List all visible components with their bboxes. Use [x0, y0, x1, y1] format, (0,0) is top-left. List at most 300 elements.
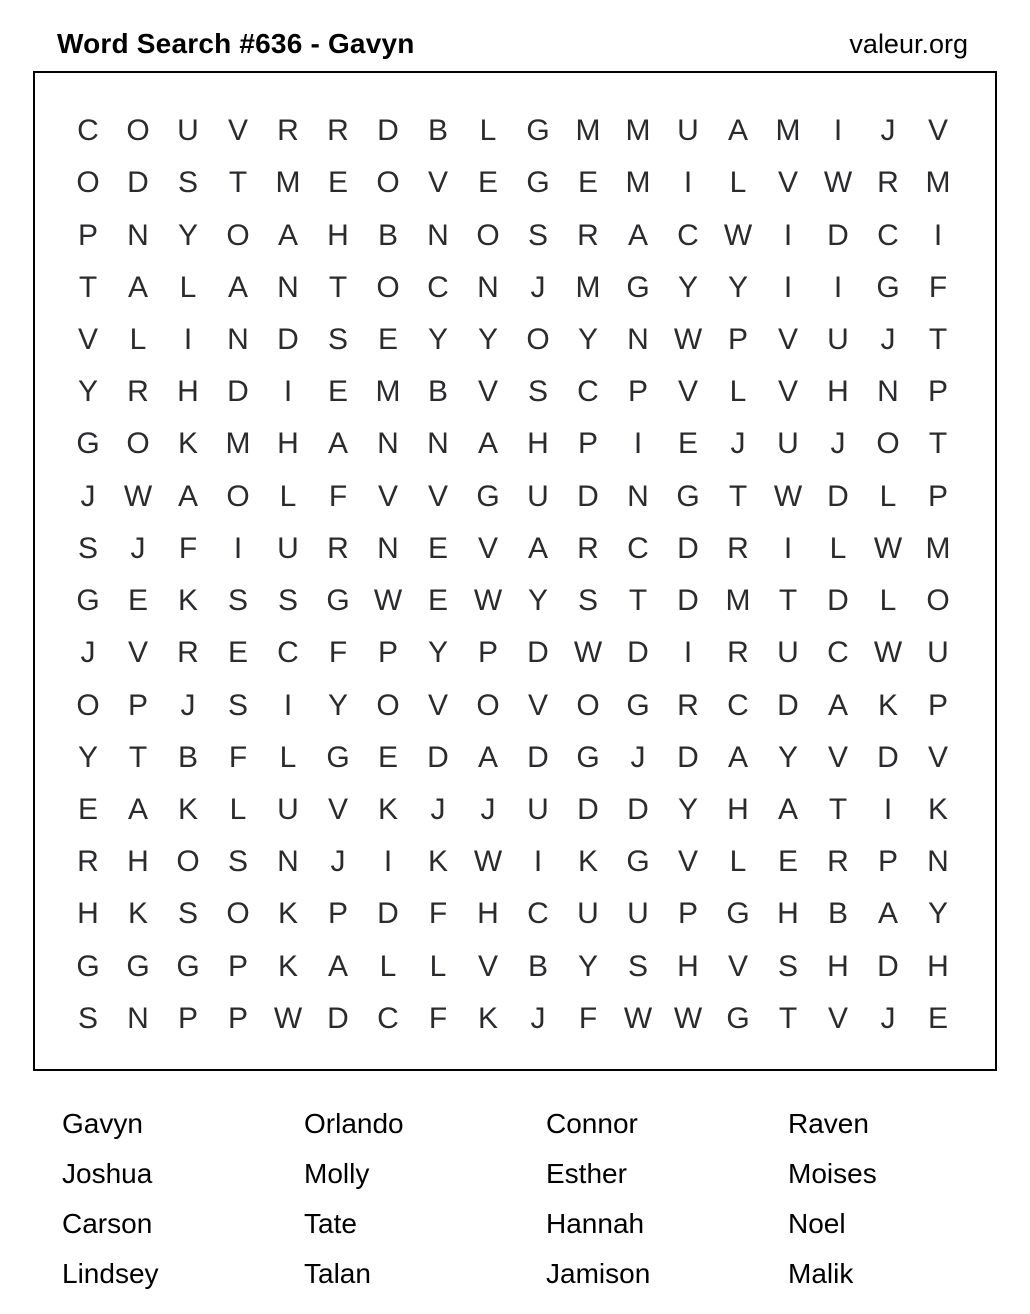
grid-letter-r5-c5[interactable]: D [277, 322, 299, 356]
grid-letter-r2-c1[interactable]: O [76, 166, 100, 200]
grid-letter-r18-c6[interactable]: D [327, 1001, 349, 1035]
grid-letter-r16-c15[interactable]: H [777, 897, 799, 931]
grid-letter-r16-c18[interactable]: Y [927, 897, 948, 931]
grid-letter-r16-c10[interactable]: C [527, 897, 549, 931]
grid-letter-r18-c2[interactable]: N [127, 1001, 149, 1035]
grid-letter-r9-c16[interactable]: L [829, 531, 847, 565]
grid-letter-r16-c16[interactable]: B [827, 897, 848, 931]
grid-letter-r5-c13[interactable]: W [673, 322, 703, 356]
grid-letter-r7-c11[interactable]: P [577, 427, 598, 461]
grid-letter-r13-c18[interactable]: V [927, 740, 948, 774]
grid-letter-r18-c5[interactable]: W [273, 1001, 303, 1035]
grid-letter-r2-c18[interactable]: M [925, 166, 951, 200]
grid-letter-r1-c13[interactable]: U [677, 114, 699, 148]
grid-letter-r16-c5[interactable]: K [277, 897, 298, 931]
grid-letter-r7-c7[interactable]: N [377, 427, 399, 461]
grid-letter-r7-c4[interactable]: M [225, 427, 251, 461]
grid-letter-r4-c12[interactable]: G [626, 270, 650, 304]
grid-letter-r18-c9[interactable]: K [477, 1001, 498, 1035]
grid-letter-r8-c14[interactable]: T [728, 479, 748, 513]
grid-letter-r13-c8[interactable]: D [427, 740, 449, 774]
grid-letter-r12-c11[interactable]: O [576, 688, 600, 722]
grid-letter-r2-c14[interactable]: L [729, 166, 747, 200]
grid-letter-r18-c1[interactable]: S [77, 1001, 98, 1035]
grid-letter-r15-c11[interactable]: K [577, 845, 598, 879]
grid-letter-r12-c15[interactable]: D [777, 688, 799, 722]
grid-letter-r15-c3[interactable]: O [176, 845, 200, 879]
grid-letter-r7-c18[interactable]: T [928, 427, 948, 461]
grid-letter-r8-c8[interactable]: V [427, 479, 448, 513]
grid-letter-r2-c15[interactable]: V [777, 166, 798, 200]
grid-letter-r1-c6[interactable]: R [327, 114, 349, 148]
grid-letter-r14-c8[interactable]: J [430, 792, 446, 826]
grid-letter-r2-c13[interactable]: I [683, 166, 693, 200]
grid-letter-r1-c17[interactable]: J [880, 114, 896, 148]
grid-letter-r5-c8[interactable]: Y [427, 322, 448, 356]
grid-letter-r18-c14[interactable]: G [726, 1001, 750, 1035]
grid-letter-r10-c12[interactable]: T [628, 584, 648, 618]
grid-letter-r3-c16[interactable]: D [827, 218, 849, 252]
grid-letter-r13-c2[interactable]: T [128, 740, 148, 774]
grid-letter-r1-c1[interactable]: C [77, 114, 99, 148]
grid-letter-r2-c9[interactable]: E [477, 166, 498, 200]
grid-letter-r9-c8[interactable]: E [427, 531, 448, 565]
grid-letter-r11-c14[interactable]: R [727, 636, 749, 670]
grid-letter-r7-c3[interactable]: K [177, 427, 198, 461]
grid-letter-r16-c17[interactable]: A [877, 897, 898, 931]
grid-letter-r11-c10[interactable]: D [527, 636, 549, 670]
grid-letter-r3-c14[interactable]: W [723, 218, 753, 252]
grid-letter-r8-c6[interactable]: F [328, 479, 348, 513]
grid-letter-r11-c4[interactable]: E [227, 636, 248, 670]
grid-letter-r11-c2[interactable]: V [127, 636, 148, 670]
grid-letter-r2-c8[interactable]: V [427, 166, 448, 200]
grid-letter-r10-c14[interactable]: M [725, 584, 751, 618]
grid-letter-r6-c3[interactable]: H [177, 375, 199, 409]
grid-letter-r2-c6[interactable]: E [327, 166, 348, 200]
grid-letter-r9-c14[interactable]: R [727, 531, 749, 565]
grid-letter-r13-c14[interactable]: A [727, 740, 748, 774]
grid-letter-r8-c1[interactable]: J [80, 479, 96, 513]
grid-letter-r10-c18[interactable]: O [926, 584, 950, 618]
grid-letter-r4-c3[interactable]: L [179, 270, 197, 304]
grid-letter-r16-c1[interactable]: H [77, 897, 99, 931]
grid-letter-r4-c18[interactable]: F [928, 270, 948, 304]
grid-letter-r1-c11[interactable]: M [575, 114, 601, 148]
grid-letter-r16-c12[interactable]: U [627, 897, 649, 931]
grid-letter-r16-c13[interactable]: P [677, 897, 698, 931]
grid-letter-r4-c6[interactable]: T [328, 270, 348, 304]
grid-letter-r8-c17[interactable]: L [879, 479, 897, 513]
grid-letter-r13-c3[interactable]: B [177, 740, 198, 774]
grid-letter-r16-c7[interactable]: D [377, 897, 399, 931]
grid-letter-r2-c12[interactable]: M [625, 166, 651, 200]
grid-letter-r17-c7[interactable]: L [379, 949, 397, 983]
grid-letter-r17-c12[interactable]: S [627, 949, 648, 983]
grid-letter-r4-c17[interactable]: G [876, 270, 900, 304]
grid-letter-r3-c17[interactable]: C [877, 218, 899, 252]
grid-letter-r18-c13[interactable]: W [673, 1001, 703, 1035]
grid-letter-r15-c4[interactable]: S [227, 845, 248, 879]
grid-letter-r7-c2[interactable]: O [126, 427, 150, 461]
grid-letter-r14-c1[interactable]: E [77, 792, 98, 826]
grid-letter-r15-c5[interactable]: N [277, 845, 299, 879]
grid-letter-r5-c16[interactable]: U [827, 322, 849, 356]
grid-letter-r5-c6[interactable]: S [327, 322, 348, 356]
grid-letter-r7-c10[interactable]: H [527, 427, 549, 461]
grid-letter-r15-c12[interactable]: G [626, 845, 650, 879]
grid-letter-r15-c18[interactable]: N [927, 845, 949, 879]
grid-letter-r6-c10[interactable]: S [527, 375, 548, 409]
grid-letter-r9-c12[interactable]: C [627, 531, 649, 565]
grid-letter-r6-c12[interactable]: P [627, 375, 648, 409]
grid-letter-r8-c3[interactable]: A [177, 479, 198, 513]
grid-letter-r9-c9[interactable]: V [477, 531, 498, 565]
grid-letter-r11-c9[interactable]: P [477, 636, 498, 670]
grid-letter-r18-c17[interactable]: J [880, 1001, 896, 1035]
grid-letter-r15-c15[interactable]: E [777, 845, 798, 879]
grid-letter-r9-c3[interactable]: F [178, 531, 198, 565]
grid-letter-r6-c5[interactable]: I [283, 375, 293, 409]
grid-letter-r11-c17[interactable]: W [873, 636, 903, 670]
grid-letter-r12-c10[interactable]: V [527, 688, 548, 722]
grid-letter-r1-c12[interactable]: M [625, 114, 651, 148]
grid-letter-r1-c9[interactable]: L [479, 114, 497, 148]
grid-letter-r15-c7[interactable]: I [383, 845, 393, 879]
grid-letter-r13-c9[interactable]: A [477, 740, 498, 774]
grid-letter-r10-c3[interactable]: K [177, 584, 198, 618]
grid-letter-r16-c6[interactable]: P [327, 897, 348, 931]
grid-letter-r3-c1[interactable]: P [77, 218, 98, 252]
grid-letter-r3-c4[interactable]: O [226, 218, 250, 252]
grid-letter-r11-c18[interactable]: U [927, 636, 949, 670]
grid-letter-r10-c1[interactable]: G [76, 584, 100, 618]
grid-letter-r13-c6[interactable]: G [326, 740, 350, 774]
grid-letter-r5-c14[interactable]: P [727, 322, 748, 356]
grid-letter-r17-c16[interactable]: H [827, 949, 849, 983]
grid-letter-r17-c4[interactable]: P [227, 949, 248, 983]
grid-letter-r12-c5[interactable]: I [283, 688, 293, 722]
grid-letter-r9-c4[interactable]: I [233, 531, 243, 565]
grid-letter-r7-c5[interactable]: H [277, 427, 299, 461]
grid-letter-r10-c15[interactable]: T [778, 584, 798, 618]
grid-letter-r3-c13[interactable]: C [677, 218, 699, 252]
grid-letter-r13-c16[interactable]: V [827, 740, 848, 774]
grid-letter-r6-c16[interactable]: H [827, 375, 849, 409]
grid-letter-r11-c15[interactable]: U [777, 636, 799, 670]
grid-letter-r8-c5[interactable]: L [279, 479, 297, 513]
grid-letter-r10-c13[interactable]: D [677, 584, 699, 618]
grid-letter-r11-c12[interactable]: D [627, 636, 649, 670]
grid-letter-r14-c15[interactable]: A [777, 792, 798, 826]
grid-letter-r6-c4[interactable]: D [227, 375, 249, 409]
grid-letter-r17-c1[interactable]: G [76, 949, 100, 983]
grid-letter-r8-c15[interactable]: W [773, 479, 803, 513]
grid-letter-r9-c13[interactable]: D [677, 531, 699, 565]
grid-letter-r9-c11[interactable]: R [577, 531, 599, 565]
grid-letter-r16-c8[interactable]: F [428, 897, 448, 931]
grid-letter-r12-c4[interactable]: S [227, 688, 248, 722]
grid-letter-r8-c18[interactable]: P [927, 479, 948, 513]
grid-letter-r5-c12[interactable]: N [627, 322, 649, 356]
grid-letter-r18-c8[interactable]: F [428, 1001, 448, 1035]
grid-letter-r9-c6[interactable]: R [327, 531, 349, 565]
grid-letter-r4-c7[interactable]: O [376, 270, 400, 304]
grid-letter-r7-c8[interactable]: N [427, 427, 449, 461]
grid-letter-r13-c11[interactable]: G [576, 740, 600, 774]
grid-letter-r15-c17[interactable]: P [877, 845, 898, 879]
grid-letter-r1-c5[interactable]: R [277, 114, 299, 148]
grid-letter-r16-c3[interactable]: S [177, 897, 198, 931]
grid-letter-r9-c17[interactable]: W [873, 531, 903, 565]
grid-letter-r16-c2[interactable]: K [127, 897, 148, 931]
grid-letter-r12-c6[interactable]: Y [327, 688, 348, 722]
grid-letter-r14-c14[interactable]: H [727, 792, 749, 826]
grid-letter-r14-c3[interactable]: K [177, 792, 198, 826]
grid-letter-r6-c14[interactable]: L [729, 375, 747, 409]
grid-letter-r16-c14[interactable]: G [726, 897, 750, 931]
grid-letter-r3-c18[interactable]: I [933, 218, 943, 252]
grid-letter-r13-c13[interactable]: D [677, 740, 699, 774]
grid-letter-r17-c18[interactable]: H [927, 949, 949, 983]
grid-letter-r4-c4[interactable]: A [227, 270, 248, 304]
grid-letter-r10-c8[interactable]: E [427, 584, 448, 618]
grid-letter-r8-c11[interactable]: D [577, 479, 599, 513]
grid-letter-r8-c10[interactable]: U [527, 479, 549, 513]
grid-letter-r18-c16[interactable]: V [827, 1001, 848, 1035]
grid-letter-r15-c6[interactable]: J [330, 845, 346, 879]
grid-letter-r6-c6[interactable]: E [327, 375, 348, 409]
grid-letter-r10-c16[interactable]: D [827, 584, 849, 618]
grid-letter-r5-c4[interactable]: N [227, 322, 249, 356]
grid-letter-r4-c5[interactable]: N [277, 270, 299, 304]
grid-letter-r1-c4[interactable]: V [227, 114, 248, 148]
grid-letter-r1-c14[interactable]: A [727, 114, 748, 148]
grid-letter-r18-c7[interactable]: C [377, 1001, 399, 1035]
grid-letter-r10-c2[interactable]: E [127, 584, 148, 618]
grid-letter-r3-c2[interactable]: N [127, 218, 149, 252]
grid-letter-r17-c8[interactable]: L [429, 949, 447, 983]
grid-letter-r15-c10[interactable]: I [533, 845, 543, 879]
grid-letter-r8-c2[interactable]: W [123, 479, 153, 513]
grid-letter-r14-c7[interactable]: K [377, 792, 398, 826]
grid-letter-r13-c15[interactable]: Y [777, 740, 798, 774]
grid-letter-r11-c7[interactable]: P [377, 636, 398, 670]
grid-letter-r4-c15[interactable]: I [783, 270, 793, 304]
grid-letter-r6-c8[interactable]: B [427, 375, 448, 409]
grid-letter-r15-c1[interactable]: R [77, 845, 99, 879]
grid-letter-r7-c13[interactable]: E [677, 427, 698, 461]
grid-letter-r10-c17[interactable]: L [879, 584, 897, 618]
grid-letter-r17-c5[interactable]: K [277, 949, 298, 983]
grid-letter-r15-c13[interactable]: V [677, 845, 698, 879]
grid-letter-r17-c2[interactable]: G [126, 949, 150, 983]
grid-letter-r14-c16[interactable]: T [828, 792, 848, 826]
grid-letter-r11-c6[interactable]: F [328, 636, 348, 670]
grid-letter-r2-c10[interactable]: G [526, 166, 550, 200]
grid-letter-r9-c2[interactable]: J [130, 531, 146, 565]
grid-letter-r12-c16[interactable]: A [827, 688, 848, 722]
grid-letter-r18-c11[interactable]: F [578, 1001, 598, 1035]
grid-letter-r14-c13[interactable]: Y [677, 792, 698, 826]
grid-letter-r8-c12[interactable]: N [627, 479, 649, 513]
grid-letter-r14-c12[interactable]: D [627, 792, 649, 826]
grid-letter-r10-c11[interactable]: S [577, 584, 598, 618]
grid-letter-r11-c3[interactable]: R [177, 636, 199, 670]
grid-letter-r6-c1[interactable]: Y [77, 375, 98, 409]
grid-letter-r2-c2[interactable]: D [127, 166, 149, 200]
grid-letter-r12-c3[interactable]: J [180, 688, 196, 722]
grid-letter-r1-c7[interactable]: D [377, 114, 399, 148]
grid-letter-r7-c14[interactable]: J [730, 427, 746, 461]
grid-letter-r9-c18[interactable]: M [925, 531, 951, 565]
grid-letter-r17-c14[interactable]: V [727, 949, 748, 983]
grid-letter-r12-c18[interactable]: P [927, 688, 948, 722]
grid-letter-r11-c5[interactable]: C [277, 636, 299, 670]
grid-letter-r3-c15[interactable]: I [783, 218, 793, 252]
grid-letter-r13-c7[interactable]: E [377, 740, 398, 774]
grid-letter-r12-c7[interactable]: O [376, 688, 400, 722]
grid-letter-r18-c10[interactable]: J [530, 1001, 546, 1035]
grid-letter-r5-c10[interactable]: O [526, 322, 550, 356]
grid-letter-r17-c11[interactable]: Y [577, 949, 598, 983]
grid-letter-r11-c13[interactable]: I [683, 636, 693, 670]
grid-letter-r11-c1[interactable]: J [80, 636, 96, 670]
grid-letter-r5-c3[interactable]: I [183, 322, 193, 356]
grid-letter-r7-c12[interactable]: I [633, 427, 643, 461]
grid-letter-r1-c15[interactable]: M [775, 114, 801, 148]
grid-letter-r7-c1[interactable]: G [76, 427, 100, 461]
grid-letter-r4-c14[interactable]: Y [727, 270, 748, 304]
grid-letter-r11-c11[interactable]: W [573, 636, 603, 670]
grid-letter-r14-c18[interactable]: K [927, 792, 948, 826]
grid-letter-r9-c5[interactable]: U [277, 531, 299, 565]
grid-letter-r15-c14[interactable]: L [729, 845, 747, 879]
grid-letter-r4-c8[interactable]: C [427, 270, 449, 304]
grid-letter-r10-c7[interactable]: W [373, 584, 403, 618]
grid-letter-r18-c12[interactable]: W [623, 1001, 653, 1035]
grid-letter-r9-c7[interactable]: N [377, 531, 399, 565]
grid-letter-r12-c14[interactable]: C [727, 688, 749, 722]
grid-letter-r1-c16[interactable]: I [833, 114, 843, 148]
grid-letter-r12-c2[interactable]: P [127, 688, 148, 722]
grid-letter-r2-c7[interactable]: O [376, 166, 400, 200]
grid-letter-r18-c18[interactable]: E [927, 1001, 948, 1035]
grid-letter-r7-c6[interactable]: A [327, 427, 348, 461]
grid-letter-r3-c9[interactable]: O [476, 218, 500, 252]
grid-letter-r3-c6[interactable]: H [327, 218, 349, 252]
grid-letter-r9-c15[interactable]: I [783, 531, 793, 565]
grid-letter-r10-c4[interactable]: S [227, 584, 248, 618]
grid-letter-r12-c8[interactable]: V [427, 688, 448, 722]
grid-letter-r15-c16[interactable]: R [827, 845, 849, 879]
grid-letter-r9-c10[interactable]: A [527, 531, 548, 565]
grid-letter-r8-c13[interactable]: G [676, 479, 700, 513]
grid-letter-r14-c11[interactable]: D [577, 792, 599, 826]
grid-letter-r17-c17[interactable]: D [877, 949, 899, 983]
grid-letter-r2-c17[interactable]: R [877, 166, 899, 200]
grid-letter-r6-c18[interactable]: P [927, 375, 948, 409]
grid-letter-r11-c8[interactable]: Y [427, 636, 448, 670]
grid-letter-r15-c8[interactable]: K [427, 845, 448, 879]
grid-letter-r7-c16[interactable]: J [830, 427, 846, 461]
grid-letter-r5-c11[interactable]: Y [577, 322, 598, 356]
grid-letter-r6-c11[interactable]: C [577, 375, 599, 409]
grid-letter-r13-c4[interactable]: F [228, 740, 248, 774]
grid-letter-r6-c13[interactable]: V [677, 375, 698, 409]
grid-letter-r14-c6[interactable]: V [327, 792, 348, 826]
grid-letter-r17-c3[interactable]: G [176, 949, 200, 983]
grid-letter-r1-c8[interactable]: B [427, 114, 448, 148]
grid-letter-r6-c15[interactable]: V [777, 375, 798, 409]
grid-letter-r8-c4[interactable]: O [226, 479, 250, 513]
grid-letter-r12-c17[interactable]: K [877, 688, 898, 722]
grid-letter-r13-c1[interactable]: Y [77, 740, 98, 774]
grid-letter-r3-c8[interactable]: N [427, 218, 449, 252]
grid-letter-r4-c13[interactable]: Y [677, 270, 698, 304]
grid-letter-r4-c1[interactable]: T [78, 270, 98, 304]
grid-letter-r5-c2[interactable]: L [129, 322, 147, 356]
grid-letter-r14-c5[interactable]: U [277, 792, 299, 826]
grid-letter-r12-c12[interactable]: G [626, 688, 650, 722]
grid-letter-r9-c1[interactable]: S [77, 531, 98, 565]
grid-letter-r7-c17[interactable]: O [876, 427, 900, 461]
grid-letter-r13-c17[interactable]: D [877, 740, 899, 774]
grid-letter-r3-c10[interactable]: S [527, 218, 548, 252]
grid-letter-r2-c16[interactable]: W [823, 166, 853, 200]
grid-letter-r12-c1[interactable]: O [76, 688, 100, 722]
grid-letter-r5-c18[interactable]: T [928, 322, 948, 356]
grid-letter-r17-c13[interactable]: H [677, 949, 699, 983]
grid-letter-r18-c3[interactable]: P [177, 1001, 198, 1035]
grid-letter-r3-c11[interactable]: R [577, 218, 599, 252]
grid-letter-r17-c10[interactable]: B [527, 949, 548, 983]
grid-letter-r10-c6[interactable]: G [326, 584, 350, 618]
grid-letter-r14-c2[interactable]: A [127, 792, 148, 826]
grid-letter-r5-c7[interactable]: E [377, 322, 398, 356]
grid-letter-r14-c10[interactable]: U [527, 792, 549, 826]
grid-letter-r13-c12[interactable]: J [630, 740, 646, 774]
grid-letter-r8-c16[interactable]: D [827, 479, 849, 513]
grid-letter-r5-c15[interactable]: V [777, 322, 798, 356]
grid-letter-r4-c10[interactable]: J [530, 270, 546, 304]
grid-letter-r7-c9[interactable]: A [477, 427, 498, 461]
grid-letter-r2-c4[interactable]: T [228, 166, 248, 200]
grid-letter-r3-c5[interactable]: A [277, 218, 298, 252]
grid-letter-r1-c18[interactable]: V [927, 114, 948, 148]
grid-letter-r8-c9[interactable]: G [476, 479, 500, 513]
grid-letter-r8-c7[interactable]: V [377, 479, 398, 513]
grid-letter-r5-c9[interactable]: Y [477, 322, 498, 356]
grid-letter-r14-c4[interactable]: L [229, 792, 247, 826]
grid-letter-r4-c11[interactable]: M [575, 270, 601, 304]
grid-letter-r13-c10[interactable]: D [527, 740, 549, 774]
grid-letter-r10-c5[interactable]: S [277, 584, 298, 618]
grid-letter-r10-c9[interactable]: W [473, 584, 503, 618]
grid-letter-r16-c4[interactable]: O [226, 897, 250, 931]
grid-letter-r2-c11[interactable]: E [577, 166, 598, 200]
grid-letter-r10-c10[interactable]: Y [527, 584, 548, 618]
grid-letter-r6-c7[interactable]: M [375, 375, 401, 409]
grid-letter-r4-c16[interactable]: I [833, 270, 843, 304]
grid-letter-r5-c17[interactable]: J [880, 322, 896, 356]
grid-letter-r17-c6[interactable]: A [327, 949, 348, 983]
grid-letter-r4-c9[interactable]: N [477, 270, 499, 304]
grid-letter-r3-c12[interactable]: A [627, 218, 648, 252]
grid-letter-r14-c9[interactable]: J [480, 792, 496, 826]
grid-letter-r11-c16[interactable]: C [827, 636, 849, 670]
grid-letter-r3-c3[interactable]: Y [177, 218, 198, 252]
